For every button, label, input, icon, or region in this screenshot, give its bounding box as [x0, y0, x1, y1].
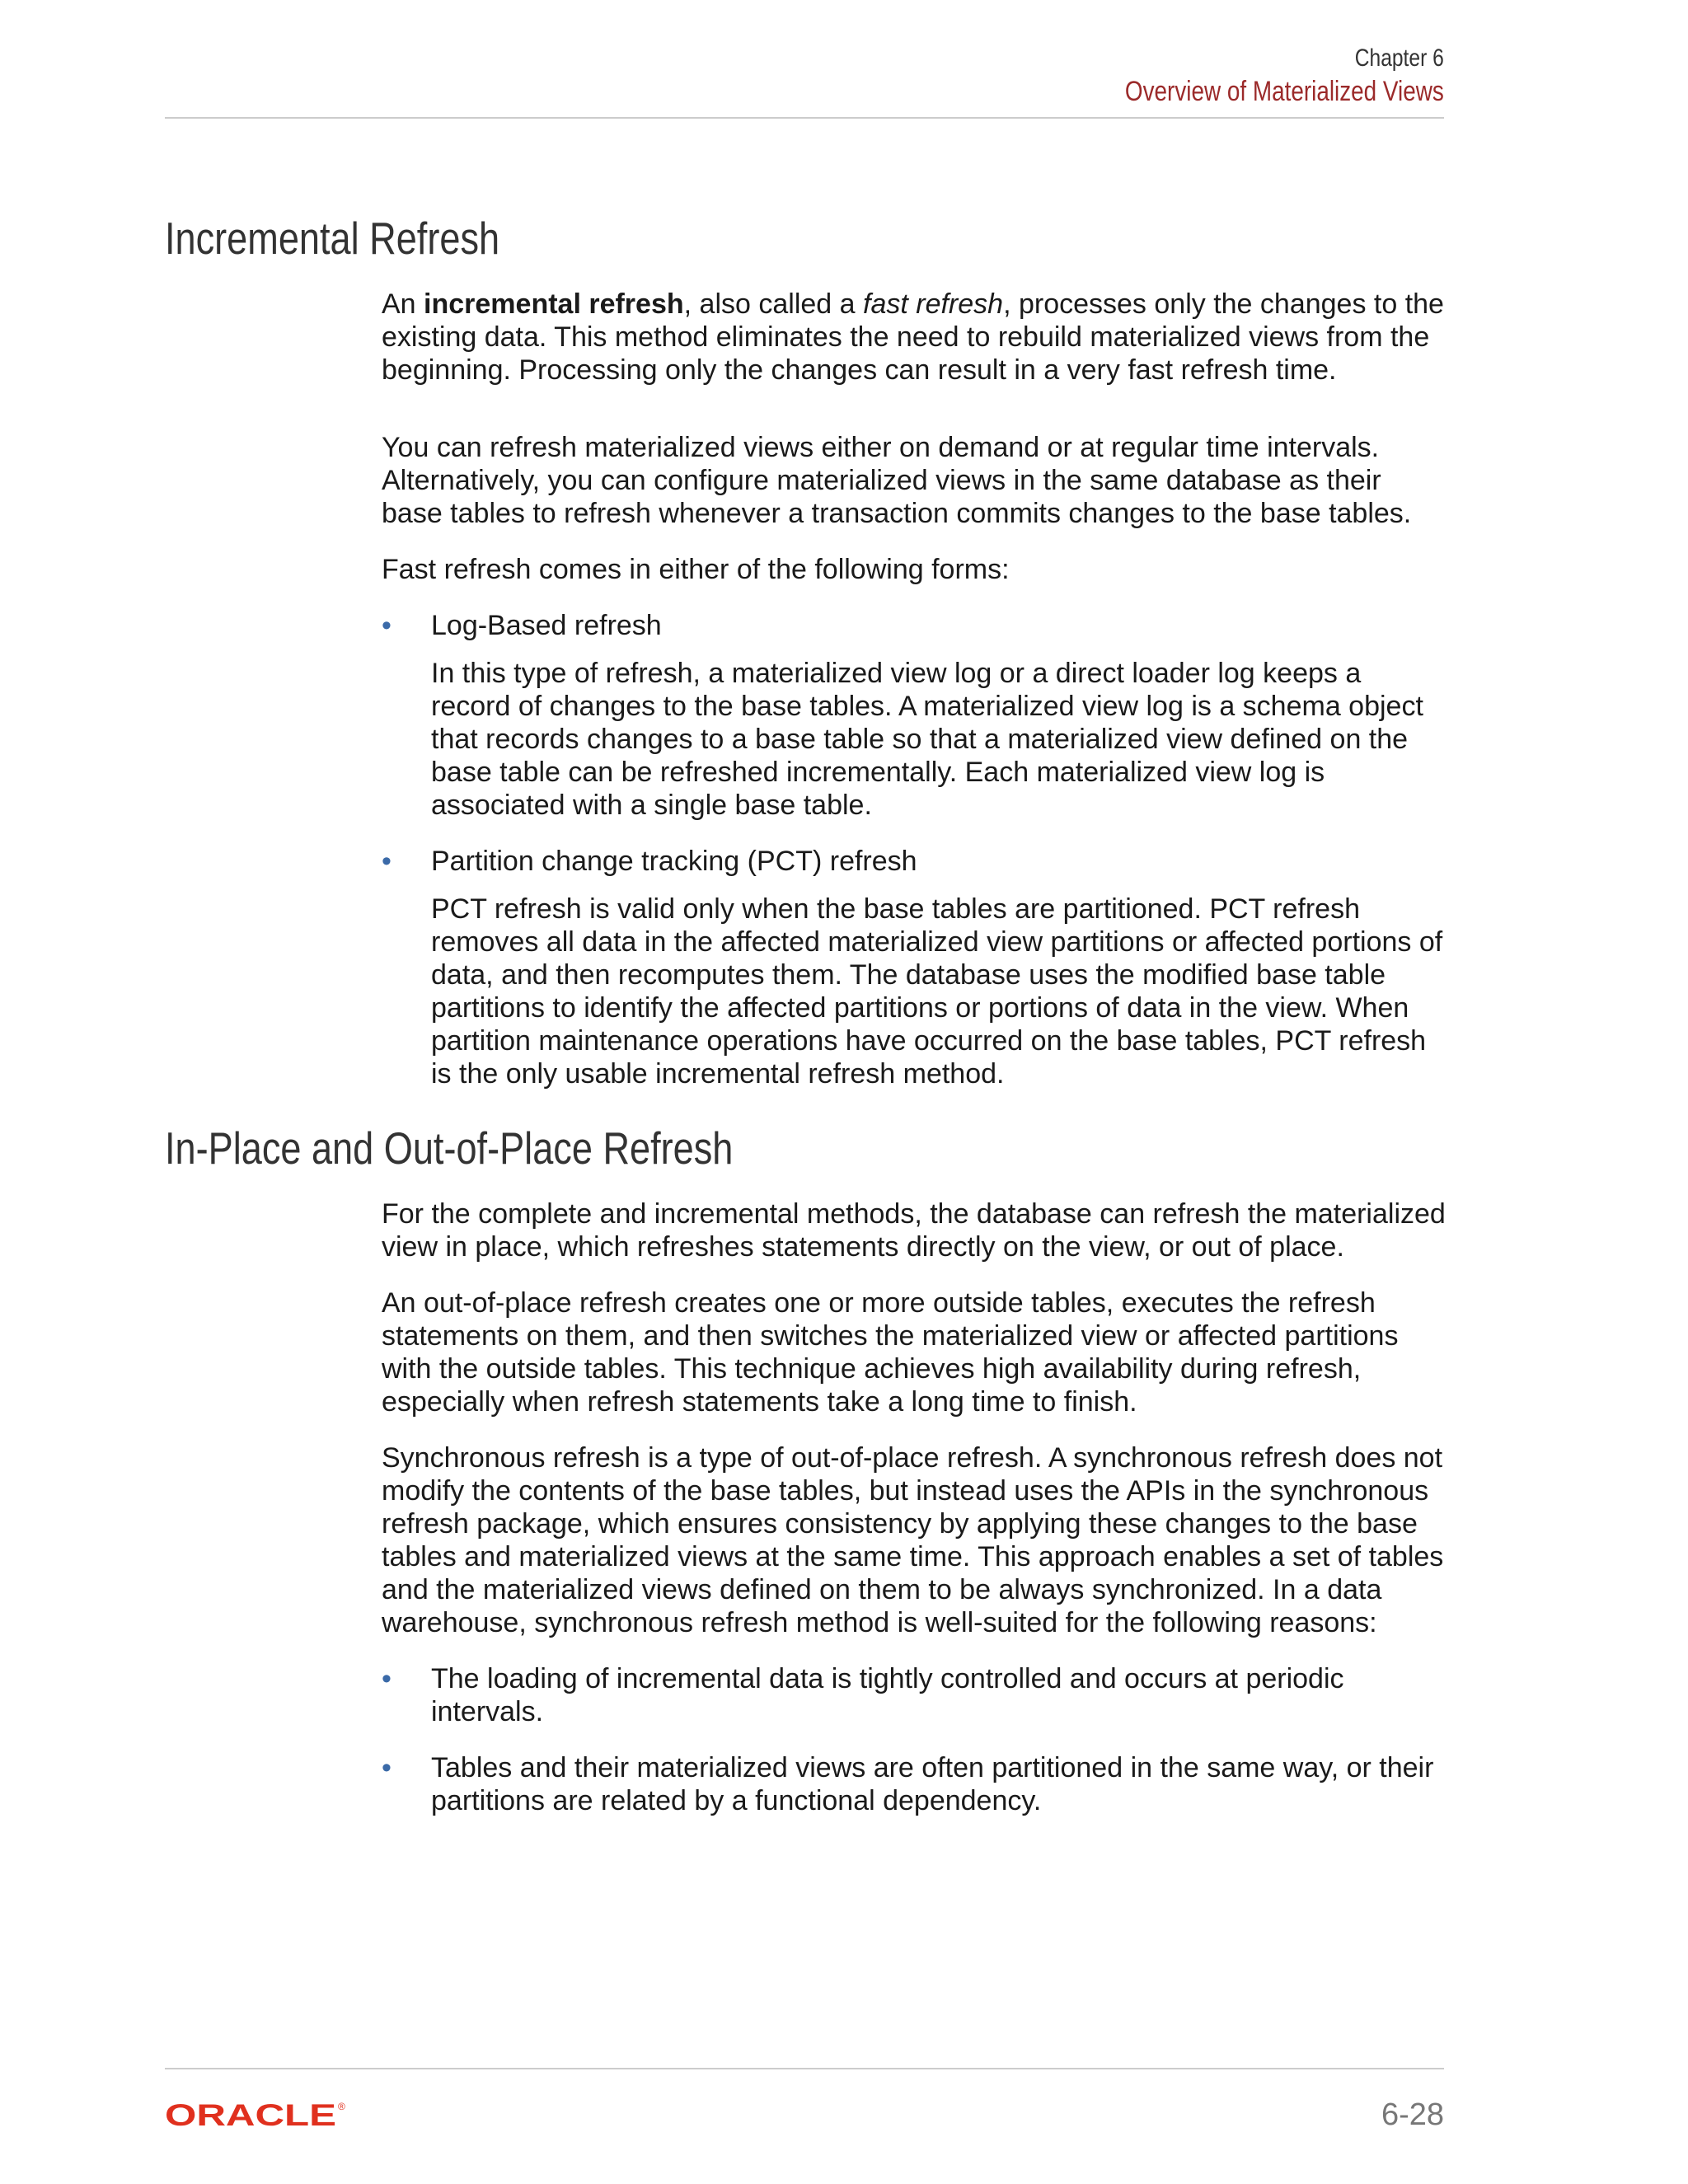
list-item	[382, 845, 1447, 1090]
term-incremental-refresh: incremental refresh	[424, 288, 684, 320]
list-item-description: In this type of refresh, a materialized view log or a direct loader log keeps a record of changes to the base tables. A materialized view log is a schema object that records changes to a base table so that a materialized view defined on the base table can be refreshed incrementally. Each materialized view log is associated with a single base table.	[431, 658, 1423, 821]
registered-mark-icon: ®	[338, 2101, 345, 2112]
list-item-description: PCT refresh is valid only when the base tables are partitioned. PCT refresh removes all data in the affected materialized view partitions or affected portions of data, and then recomputes them. The database uses the modified base table partitions to identify the affected partitions or portions of data in the view. When partition maintenance operations have occurred on the base tables, PCT refresh is the only usable incremental refresh method.	[431, 893, 1443, 1090]
list-item	[382, 1751, 1447, 1817]
bullet-icon: •	[382, 1663, 392, 1694]
synchronous-refresh-reasons-list	[382, 1662, 1447, 1817]
incremental-refresh-body	[382, 288, 1447, 1090]
paragraph-incremental-intro: An incremental refresh, also called a fast refresh, processes only the changes to the existing data. This method eliminates the need to rebuild materialized views from the beginning. Processing only the changes can result in a very fast refresh time.	[382, 288, 1444, 386]
list-item-label: Log-Based refresh	[431, 610, 662, 641]
paragraph-in-place-intro: For the complete and incremental methods, the database can refresh the materialized view in place, which refreshes statements directly on the view, or out of place.	[382, 1198, 1446, 1263]
list-item	[382, 1662, 1447, 1728]
in-place-refresh-body	[382, 1197, 1447, 1817]
footer-divider	[165, 2068, 1444, 2069]
header-divider	[165, 117, 1444, 119]
fast-refresh-forms-list	[382, 609, 1447, 1090]
list-item-text: Tables and their materialized views are often partitioned in the same way, or their partitions are related by a functional dependency.	[431, 1752, 1434, 1816]
bullet-icon: •	[382, 1752, 392, 1783]
oracle-logo-text: ORACLE	[165, 2100, 336, 2130]
term-fast-refresh: fast refresh	[863, 288, 1004, 320]
section-link[interactable]: Overview of Materialized Views	[1125, 76, 1444, 107]
chapter-label: Chapter 6	[1354, 45, 1444, 72]
list-item-label: Partition change tracking (PCT) refresh	[431, 846, 917, 877]
bullet-icon: •	[382, 610, 392, 641]
running-header	[1125, 43, 1444, 109]
paragraph-out-of-place: An out-of-place refresh creates one or more outside tables, executes the refresh statements on them, and then switches the materialized view or affected partitions with the outside tables. This technique achieves high availability during refresh, especially when refresh statements take a long time to finish.	[382, 1287, 1399, 1418]
heading-incremental-refresh: Incremental Refresh	[165, 213, 500, 264]
paragraph-refresh-schedule: You can refresh materialized views either on demand or at regular time intervals. Alternatively, you can configure materialized views in the same database as their base tables to refresh whenever a transaction commits changes to the base tables.	[382, 432, 1412, 529]
page-number: 6-28	[1381, 2097, 1444, 2132]
paragraph-synchronous-refresh: Synchronous refresh is a type of out-of-place refresh. A synchronous refresh does not modify the contents of the base tables, but instead uses the APIs in the synchronous refresh package, which ensures consistency by applying these changes to the base tables and materialized views at the same time. This approach enables a set of tables and the materialized views defined on them to be always synchronized. In a data warehouse, synchronous refresh method is well-suited for the following reasons:	[382, 1442, 1444, 1638]
heading-in-place-out-of-place-refresh: In-Place and Out-of-Place Refresh	[165, 1122, 734, 1174]
bullet-icon: •	[382, 846, 392, 877]
oracle-logo	[165, 2100, 350, 2130]
list-item-text: The loading of incremental data is tightly controlled and occurs at periodic intervals.	[431, 1663, 1344, 1727]
list-item	[382, 609, 1447, 822]
paragraph-fast-refresh-forms: Fast refresh comes in either of the following forms:	[382, 554, 1010, 585]
